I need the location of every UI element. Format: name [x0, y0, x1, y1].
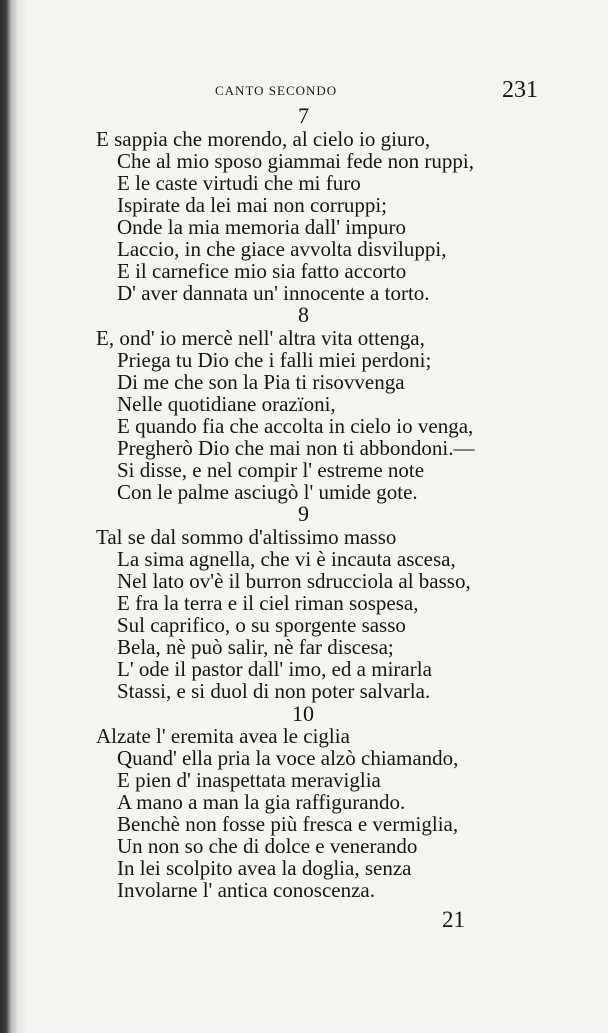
verse-line: Si disse, e nel compir l' estreme note [117, 458, 425, 482]
verse-line: D' aver dannata un' innocente a torto. [117, 281, 430, 305]
verse-line: Nel lato ov'è il burron sdrucciola al basso, [117, 569, 471, 593]
verse-line: E sappia che morendo, al cielo io giuro, [96, 127, 431, 151]
verse-line: Laccio, in che giace avvolta disviluppi, [117, 237, 447, 261]
verse-line: A mano a man la gia raffigurando. [117, 790, 406, 814]
stanza-number: 10 [292, 701, 314, 726]
verse-line: L' ode il pastor dall' imo, ed a mirarla [117, 657, 432, 681]
verse-line: Pregherò Dio che mai non ti abbondoni.— [117, 436, 475, 460]
verse-line: Stassi, e si duol di non poter salvarla. [117, 679, 431, 703]
verse-line: Quand' ella pria la voce alzò chiamando, [117, 746, 459, 770]
verse-line: Involarne l' antica conoscenza. [117, 878, 375, 902]
verse-line: Tal se dal sommo d'altissimo masso [96, 525, 397, 549]
verse-line: E il carnefice mio sia fatto accorto [117, 259, 407, 283]
stanza-number: 7 [298, 103, 309, 128]
verse-line: E le caste virtudi che mi furo [117, 171, 361, 195]
verse-line: E pien d' inaspettata meraviglia [117, 768, 381, 792]
verse-line: Di me che son la Pia ti risovvenga [117, 370, 405, 394]
page-number: 231 [502, 77, 538, 103]
verse-line: E fra la terra e il ciel riman sospesa, [117, 591, 419, 615]
verse-line: Priega tu Dio che i falli miei perdoni; [117, 348, 432, 372]
running-head: CANTO SECONDO [215, 83, 338, 98]
stanza-number: 9 [298, 501, 309, 526]
verse-line: Onde la mia memoria dall' impuro [117, 215, 406, 239]
stanza-number: 8 [298, 302, 309, 327]
verse-line: Bela, nè può salir, nè far discesa; [117, 635, 394, 659]
page-binding-edge [0, 0, 28, 1033]
verse-line: E, ond' io mercè nell' altra vita ottenga, [96, 326, 425, 350]
verse-line: Ispirate da lei mai non corruppi; [117, 193, 387, 217]
verse-line: Benchè non fosse più fresca e vermiglia, [117, 812, 459, 836]
printer-signature: 21 [442, 907, 465, 932]
verse-line: La sima agnella, che vi è incauta ascesa, [117, 547, 456, 571]
verse-line: Un non so che di dolce e venerando [117, 834, 418, 858]
verse-line: Con le palme asciugò l' umide gote. [117, 480, 418, 504]
verse-line: E quando fia che accolta in cielo io venga, [117, 414, 474, 438]
verse-line: Nelle quotidiane orazïoni, [117, 392, 336, 416]
verse-line: Sul caprifico, o su sporgente sasso [117, 613, 406, 637]
verse-line: Alzate l' eremita avea le ciglia [96, 724, 350, 748]
verse-line: In lei scolpito avea la doglia, senza [117, 856, 412, 880]
verse-line: Che al mio sposo giammai fede non ruppi, [117, 149, 474, 173]
